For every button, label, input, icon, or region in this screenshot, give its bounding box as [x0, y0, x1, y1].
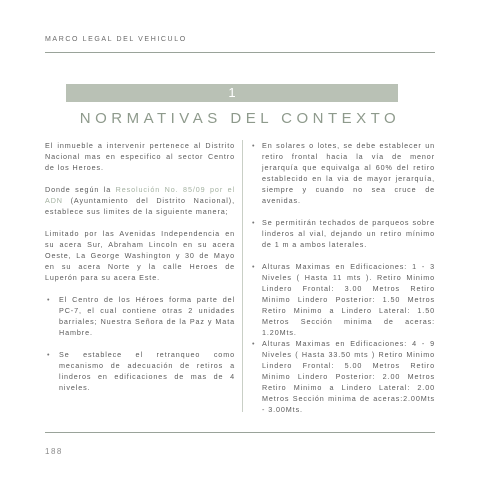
intro-paragraph: El inmueble a intervenir pertenece al Distrito Nacional mas en especifico al sector Centro de los Heroes.	[45, 141, 235, 172]
list-item: • Se permitirán techados de parqueos sobre linderos al vial, dejando un retiro mínimo de 1 m a ambos laterales.	[250, 217, 435, 250]
resolution-prefix: Donde según la	[45, 185, 116, 194]
left-column	[45, 140, 235, 404]
right-column	[250, 140, 435, 426]
list-item: • Alturas Maximas en Edificaciones: 4 - 9 Niveles ( Hasta 33.50 mts ) Retiro Minimo Lindero Frontal: 5.00 Metros Retiro Minimo Lindero Posterior: 2.00 Metros Retiro Minimo a Lindero Lateral: 2.00 Metros Sección minima de aceras:2.00Mts - 3.00Mts.	[250, 338, 435, 415]
list-item: • Se establece el retranqueo como mecanismo de adecuación de retiros a linderos en edificaciones de mas de 4 niveles.	[45, 349, 235, 393]
page-number: 188	[45, 447, 63, 456]
column-divider	[242, 140, 243, 412]
right-bullet-list	[250, 140, 435, 415]
chapter-title: NORMATIVAS DEL CONTEXTO	[79, 110, 401, 127]
footer-rule	[45, 432, 435, 433]
limits-paragraph: Limitado por las Avenidas Independencia en su acera Sur, Abraham Lincoln en su acera Oeste, La George Washington y 30 de Mayo en su acera Norte y la calle Heroes de Luperón para su acera Este.	[45, 229, 235, 282]
left-bullet-list	[45, 294, 235, 393]
list-item: • El Centro de los Héroes forma parte del PC-7, el cual contiene otras 2 unidades barriales; Nuestra Señora de la Paz y Mata Hambre.	[45, 294, 235, 338]
list-item: • En solares o lotes, se debe establecer un retiro frontal hacia la vía de menor jerarquía que equivalga al 60% del retiro establecido en la via de mayor jerarquía, siempre y cuando no sea cruce de avenidas.	[250, 140, 435, 206]
resolution-paragraph	[45, 184, 235, 217]
running-header: MARCO LEGAL DEL VEHICULO	[45, 36, 187, 43]
chapter-number-bar: 1	[66, 84, 398, 102]
resolution-suffix: (Ayuntamiento del Distrito Nacional), establece sus limites de la siguiente manera;	[45, 196, 235, 216]
list-item: • Alturas Maximas en Edificaciones: 1 - 3 Niveles ( Hasta 11 mts ). Retiro Minimo Lindero Frontal: 3.00 Metros Retiro Minimo Lindero Posterior: 1.50 Metros Retiro Minimo a Lindero Lateral: 1.50 Metros Sección minima de aceras: 1.20Mts.	[250, 261, 435, 338]
header-rule	[45, 52, 435, 53]
resolution-link[interactable]: Resolución No. 85/09 por el ADN	[45, 185, 235, 205]
